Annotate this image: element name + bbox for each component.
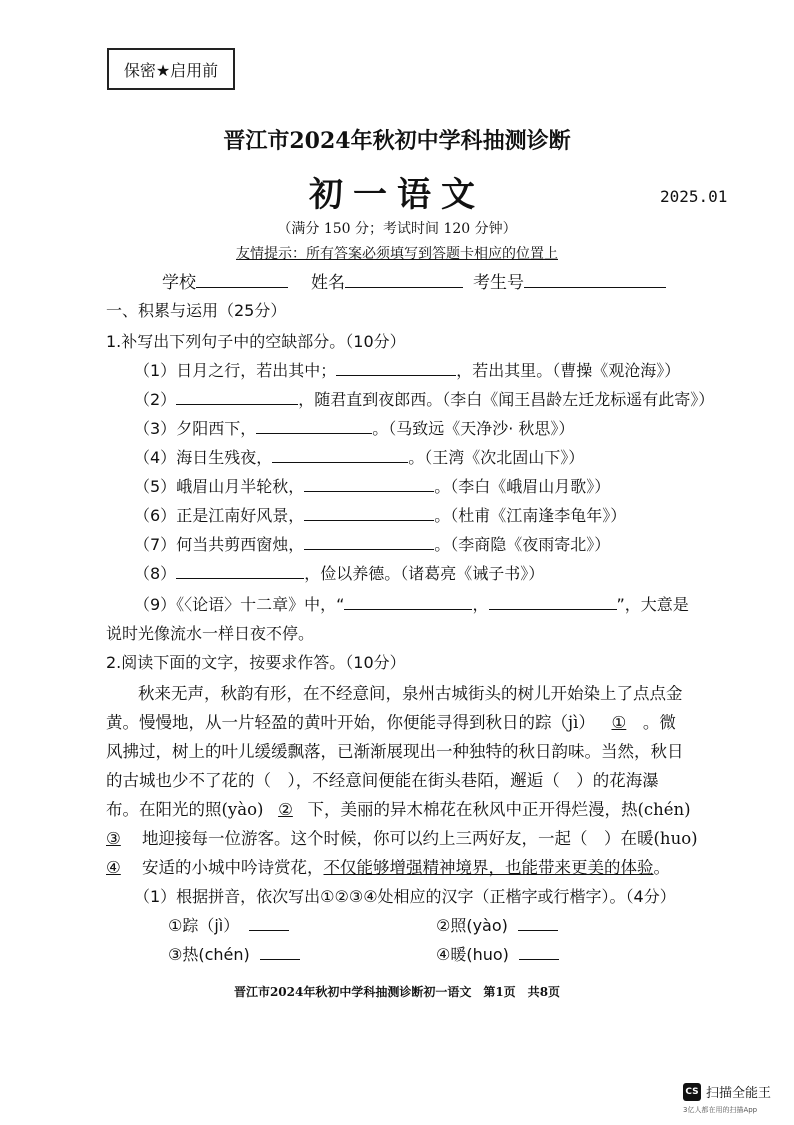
- answer-blank[interactable]: [272, 446, 408, 463]
- id-blank[interactable]: [524, 271, 666, 288]
- exam-date: 2025.01: [660, 187, 728, 206]
- answer-blank[interactable]: [519, 943, 559, 960]
- q1-item-8: [134, 561, 544, 584]
- exam-title: 晋江市2024年秋初中学科抽测诊断: [223, 128, 571, 154]
- item-pre: 夕阳西下，: [176, 419, 257, 438]
- item-pre: 正是江南好风景，: [176, 506, 305, 525]
- q1-item-7: [134, 532, 610, 555]
- answer-blank[interactable]: [260, 943, 300, 960]
- item-post: 。（王湾《次北固山下》）: [408, 448, 585, 467]
- passage-text: 。微: [642, 713, 676, 732]
- item-num: （7）: [134, 535, 177, 554]
- item-pre: （9）《〈论语〉十二章》中，“: [134, 595, 345, 614]
- answer-blank[interactable]: [518, 914, 558, 931]
- passage-line-2: [106, 709, 676, 733]
- item-post: 。（李白《峨眉山月歌》）: [434, 477, 611, 496]
- blank-marker-3[interactable]: ③: [106, 829, 121, 848]
- scanner-watermark: [683, 1082, 771, 1101]
- q1-item-4: [134, 445, 584, 468]
- name-field: [311, 268, 463, 293]
- item-post: ，随君直到夜郎西。（李白《闻王昌龄左迁龙标遥有此寄》）: [298, 390, 715, 409]
- item-pre: 何当共剪西窗烛，: [176, 535, 305, 554]
- q2-sub1: （1）根据拼音，依次写出①②③④处相应的汉字（正楷字或行楷字）。（4分）: [134, 887, 676, 906]
- answer-blank[interactable]: [304, 475, 434, 492]
- id-field: [473, 268, 666, 293]
- item-num: （1）: [134, 361, 177, 380]
- seal-text: 保密★启用前: [123, 60, 219, 80]
- q1-item-9-cont: 说时光像流水一样日夜不停。: [106, 624, 315, 643]
- school-label: 学校: [162, 273, 196, 293]
- answer-label: ③热(chén): [168, 945, 250, 964]
- item-pre: 海日生残夜，: [176, 448, 273, 467]
- q2-stem: 2.阅读下面的文字，按要求作答。（10分）: [106, 653, 406, 672]
- item-post: ，俭以养德。（诸葛亮《诫子书》）: [304, 564, 545, 583]
- blank-marker-1[interactable]: ①: [611, 713, 627, 732]
- answer-blank[interactable]: [304, 533, 434, 550]
- q1-item-2: [134, 387, 714, 410]
- answer-blank[interactable]: [344, 593, 472, 610]
- answer-label: ②照(yào): [436, 916, 508, 935]
- blank-marker-2[interactable]: ②: [278, 800, 293, 819]
- q1-item-9: [134, 592, 689, 615]
- item-post: 。（杜甫《江南逢李龟年》）: [434, 506, 627, 525]
- subject-title: 初一语文: [309, 175, 485, 215]
- passage-text: 下，美丽的异木棉花在秋风中正开得烂漫，热(chén): [307, 800, 691, 819]
- answer-label: ①踪（jì）: [168, 916, 240, 935]
- answer-blank[interactable]: [336, 359, 456, 376]
- passage-line-7: [106, 854, 670, 878]
- name-label: 姓名: [311, 273, 345, 293]
- item-pre: 日月之行，若出其中；: [176, 361, 337, 380]
- passage-text: 布。在阳光的照(yào): [106, 800, 264, 819]
- tip-text: 友情提示：所有答案必须填写到答题卡相应的位置上: [236, 246, 558, 262]
- item-post: ，若出其里。（曹操《观沧海》）: [456, 361, 681, 380]
- answer-2: [436, 913, 558, 936]
- passage-text: 地迎接每一位游客。这个时候，你可以约上三两好友，一起（ ）在暖(huo): [142, 829, 698, 848]
- item-num: （2）: [134, 390, 177, 409]
- passage-line-6: [106, 825, 698, 849]
- item-post: 。（马致远《天净沙· 秋思》）: [372, 419, 575, 438]
- answer-blank[interactable]: [304, 504, 434, 521]
- answer-1: [168, 913, 289, 936]
- page-footer: 晋江市2024年秋初中学科抽测诊断初一语文 第1页 共8页: [233, 985, 561, 999]
- item-num: （6）: [134, 506, 177, 525]
- passage-text: 安适的小城中吟诗赏花，: [142, 858, 324, 877]
- exam-tip: [0, 243, 794, 263]
- item-num: （5）: [134, 477, 177, 496]
- scanner-name: 扫描全能王: [706, 1086, 772, 1101]
- answer-3: [168, 942, 300, 965]
- answer-4: [436, 942, 559, 965]
- answer-blank[interactable]: [176, 562, 304, 579]
- item-pre: 峨眉山月半轮秋，: [176, 477, 305, 496]
- passage-line-5: [106, 796, 691, 820]
- cs-logo-icon: CS: [683, 1083, 701, 1101]
- scanner-tagline: 3亿人都在用的扫描App: [683, 1106, 758, 1114]
- item-post: ”，大意是: [616, 595, 689, 614]
- q1-item-6: [134, 503, 626, 526]
- item-post: 。（李商隐《夜雨寄北》）: [434, 535, 611, 554]
- answer-blank[interactable]: [249, 914, 289, 931]
- answer-label: ④暖(huo): [436, 945, 509, 964]
- item-num: （8）: [134, 564, 177, 583]
- answer-blank[interactable]: [176, 388, 298, 405]
- id-label: 考生号: [473, 273, 524, 293]
- answer-blank[interactable]: [489, 593, 617, 610]
- name-blank[interactable]: [345, 271, 463, 288]
- underlined-sentence: 不仅能够增强精神境界，也能带来更美的体验: [323, 858, 654, 877]
- school-blank[interactable]: [196, 271, 288, 288]
- q1-stem: 1.补写出下列句子中的空缺部分。（10分）: [106, 332, 406, 351]
- item-num: （3）: [134, 419, 177, 438]
- passage-line-4: 的古城也少不了花的（ ），不经意间便能在街头巷陌，邂逅（ ）的花海瀑: [106, 771, 659, 790]
- item-mid: ，: [472, 595, 489, 614]
- score-info: （满分 150 分；考试时间 120 分钟）: [277, 221, 517, 237]
- section1-title: 一、积累与运用（25分）: [106, 301, 287, 320]
- school-field: [162, 268, 288, 293]
- blank-marker-4[interactable]: ④: [106, 858, 121, 877]
- q1-item-5: [134, 474, 610, 497]
- confidential-seal: [107, 48, 235, 90]
- passage-text: 。: [653, 858, 670, 877]
- item-num: （4）: [134, 448, 177, 467]
- passage-line-1: 秋来无声，秋韵有形，在不经意间，泉州古城街头的树儿开始染上了点点金: [138, 684, 683, 703]
- passage-line-3: 风拂过，树上的叶儿缓缓飘落，已渐渐展现出一种独特的秋日韵味。当然，秋日: [106, 742, 684, 761]
- q1-item-1: [134, 358, 680, 381]
- answer-blank[interactable]: [256, 417, 372, 434]
- q1-item-3: [134, 416, 574, 439]
- passage-text: 黄。慢慢地，从一片轻盈的黄叶开始，你便能寻得到秋日的踪（jì）: [106, 713, 595, 732]
